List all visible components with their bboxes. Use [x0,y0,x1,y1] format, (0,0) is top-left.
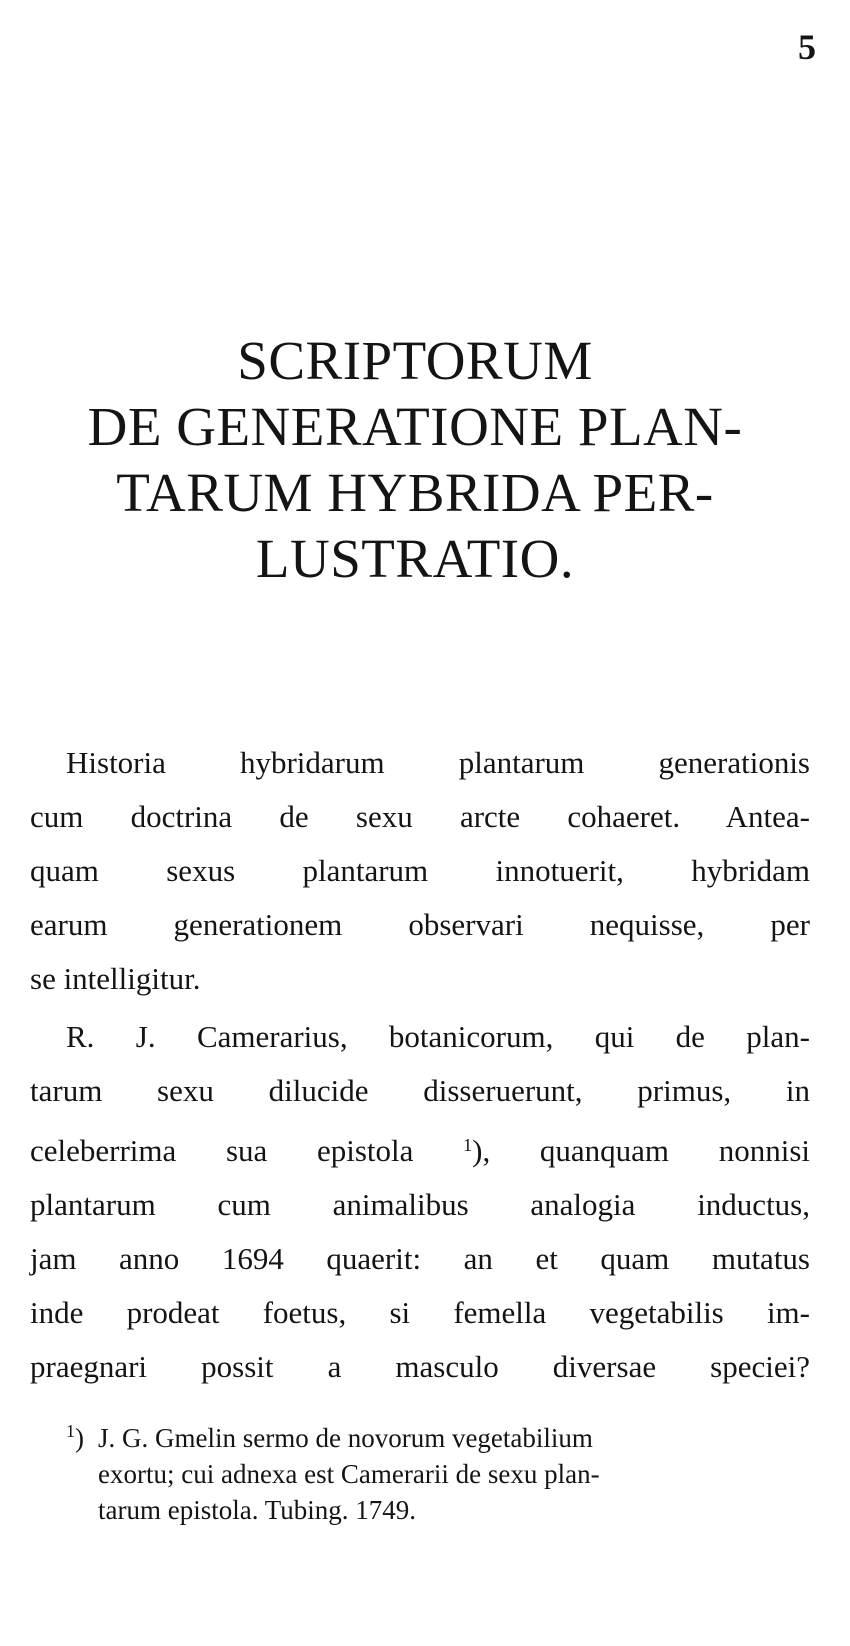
paragraph-2 [30,1010,810,1394]
footnote [66,1413,811,1528]
text-line-with-footnote-ref [30,1118,810,1178]
text-line: cum doctrina de sexu arcte cohaeret. Antea- [30,799,810,834]
footnote-text: J. G. Gmelin sermo de novorum vegetabilium [98,1423,593,1453]
title-line: SCRIPTORUM [237,330,593,391]
footnote-line: exortu; cui adnexa est Camerarii de sexu plan- [98,1459,600,1489]
text-line: R. J. Camerarius, botanicorum, qui de plan- [66,1019,810,1054]
text-line: tarum sexu dilucide disseruerunt, primus, in [30,1073,810,1108]
title-line: DE GENERATIONE PLAN- [87,396,743,457]
text-line: plantarum cum animalibus analogia inductus, [30,1187,810,1222]
body-text [30,736,810,1398]
text-line: Historia hybridarum plantarum generationis [66,745,810,780]
page-number: 5 [798,27,816,67]
title-line: LUSTRATIO. [255,528,575,589]
footnote-marker: $^1$) [66,1421,84,1453]
paragraph-1 [30,736,810,1006]
text-line: inde prodeat foetus, si femella vegetabilis im- [30,1295,810,1330]
footnote-reference: 1 [463,1135,473,1155]
title-line: TARUM HYBRIDA PER- [116,462,714,523]
text-line: jam anno 1694 quaerit: an et quam mutatus [30,1241,810,1276]
chapter-title [20,328,810,592]
footnote-line: tarum epistola. Tubing. 1749. [98,1495,417,1525]
text-line: quam sexus plantarum innotuerit, hybridam [30,853,810,888]
text-line: se intelligitur. [30,961,201,996]
text-line: earum generationem observari nequisse, per [30,907,810,942]
text-segment: ), quanquam nonnisi [472,1133,811,1168]
text-line: praegnari possit a masculo diversae speciei? [30,1349,810,1384]
text-segment: celeberrima sua epistola [30,1133,414,1168]
footnote-line [66,1413,811,1456]
